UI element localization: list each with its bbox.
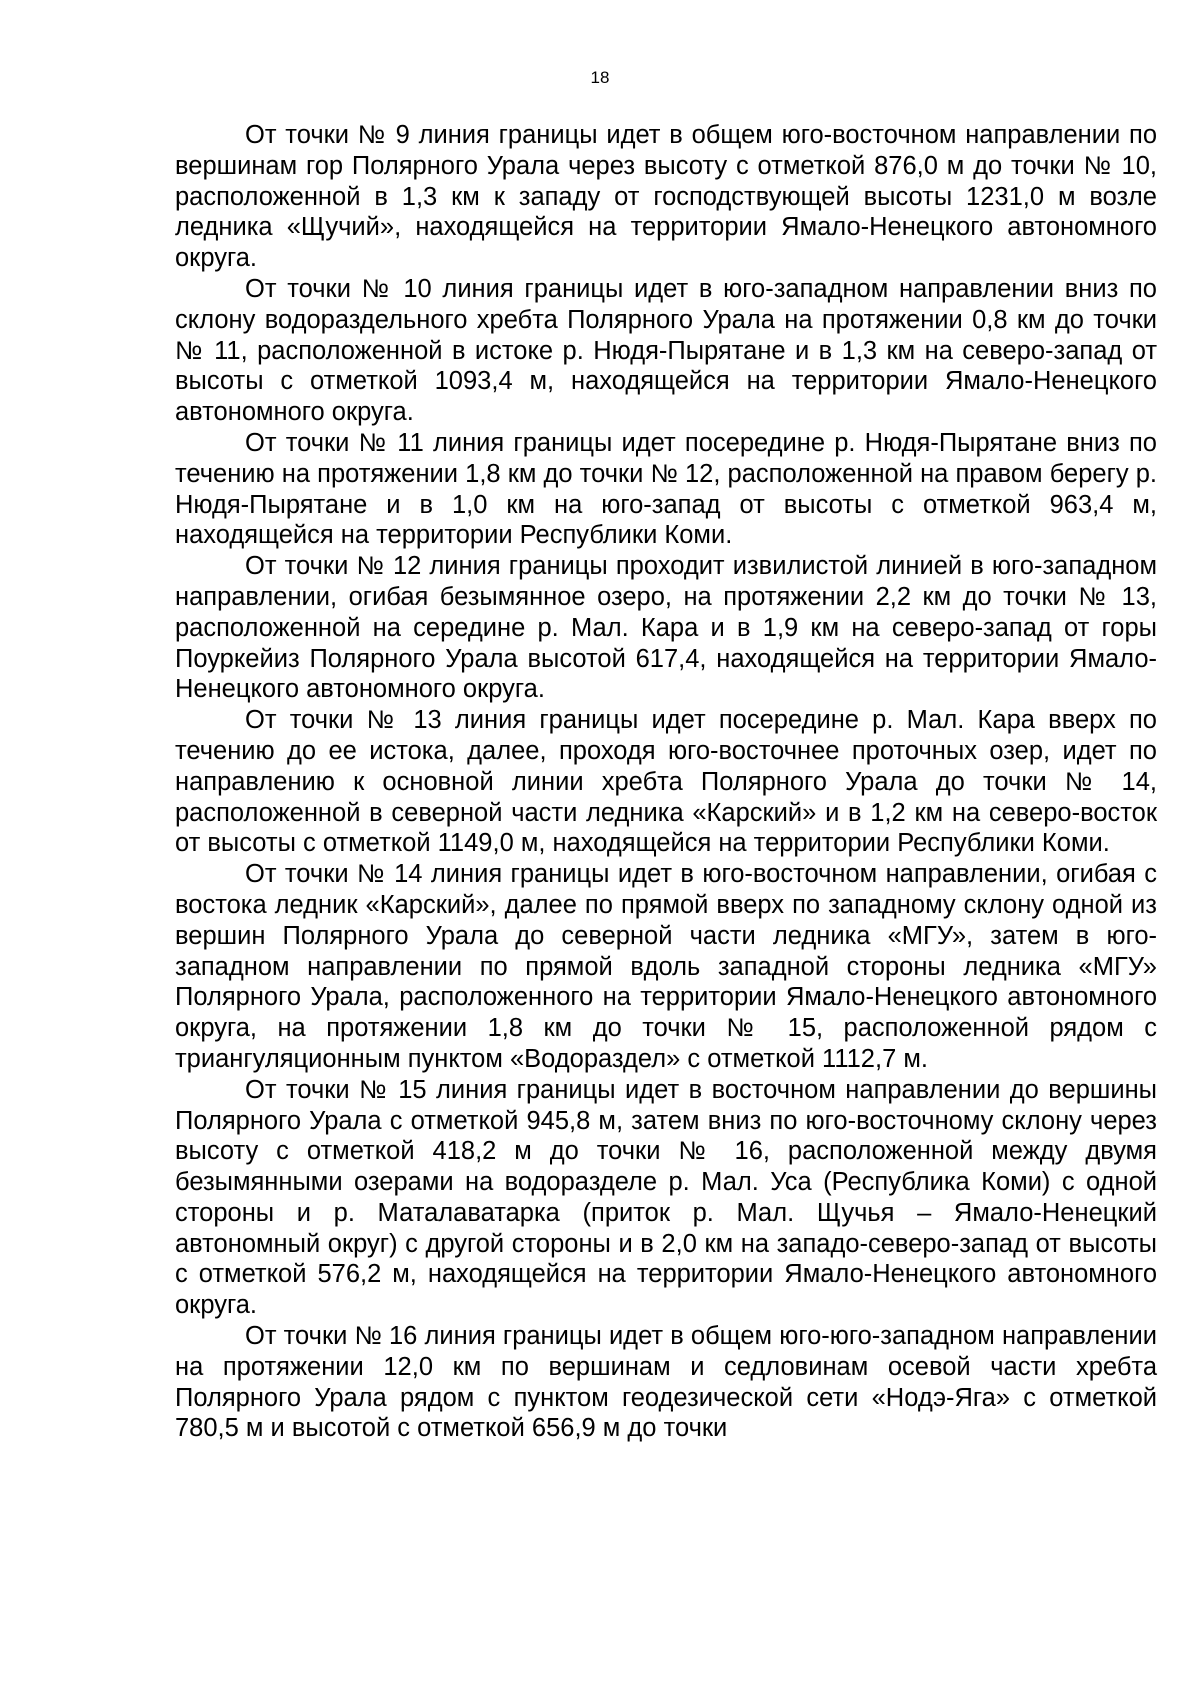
paragraph-point-10: От точки № 10 линия границы идет в юго-западном направлении вниз по склону водораздельного хребта Полярного Урала на протяжении 0,8 км до точки № 11, расположенной в истоке р. Нюдя-Пырятане и в 1,3 км на северо-запад от высоты с отметкой 1093,4 м, находящейся на территории Ямало-Ненецкого автономного округа. (175, 274, 1157, 427)
document-body (175, 120, 1157, 1444)
paragraph-point-12: От точки № 12 линия границы проходит извилистой линией в юго-западном направлении, огибая безымянное озеро, на протяжении 2,2 км до точки № 13, расположенной на середине р. Мал. Кара и в 1,9 км на северо-запад от горы Поуркейиз Полярного Урала высотой 617,4, находящейся на территории Ямало-Ненецкого автономного округа. (175, 552, 1157, 704)
paragraph-point-9: От точки № 9 линия границы идет в общем юго-восточном направлении по вершинам гор Полярного Урала через высоту с отметкой 876,0 м до точки № 10, расположенной в 1,3 км к западу от господствующей высоты 1231,0 м возле ледника «Щучий», находящейся на территории Ямало-Ненецкого автономного округа. (175, 121, 1157, 273)
paragraph-point-15: От точки № 15 линия границы идет в восточном направлении до вершины Полярного Урала с отметкой 945,8 м, затем вниз по юго-восточному склону через высоту с отметкой 418,2 м до точки № 16, расположенной между двумя безымянными озерами на водоразделе р. Мал. Уса (Республика Коми) с одной стороны и р. Маталаватарка (приток р. Мал. Щучья – Ямало-Ненецкий автономный округ) с другой стороны и в 2,0 км на западо-северо-запад от высоты с отметкой 576,2 м, находящейся на территории Ямало-Ненецкого автономного округа. (175, 1075, 1157, 1320)
page-number: 18 (590, 68, 610, 87)
paragraph-point-13: От точки № 13 линия границы идет посередине р. Мал. Кара вверх по течению до ее истока, далее, проходя юго-восточнее проточных озер, идет по направлению к основной линии хребта Полярного Урала до точки № 14, расположенной в северной части ледника «Карский» и в 1,2 км на северо-восток от высоты с отметкой 1149,0 м, находящейся на территории Республики Коми. (175, 706, 1157, 858)
paragraph-point-11: От точки № 11 линия границы идет посередине р. Нюдя-Пырятане вниз по течению на протяжении 1,8 км до точки № 12, расположенной на правом берегу р. Нюдя-Пырятане и в 1,0 км на юго-запад от высоты с отметкой 963,4 м, находящейся на территории Республики Коми. (175, 428, 1157, 550)
paragraph-point-14: От точки № 14 линия границы идет в юго-восточном направлении, огибая с востока ледник «Карский», далее по прямой вверх по западному склону одной из вершин Полярного Урала до северной части ледника «МГУ», затем в юго-западном направлении по прямой вдоль западной стороны ледника «МГУ» Полярного Урала, расположенного на территории Ямало-Ненецкого автономного округа, на протяжении 1,8 км до точки № 15, расположенной рядом с триангуляционным пунктом «Водораздел» с отметкой 1112,7 м. (175, 860, 1157, 1073)
paragraph-point-16: От точки № 16 линия границы идет в общем юго-юго-западном направлении на протяжении 12,0 км по вершинам и седловинам осевой части хребта Полярного Урала рядом с пунктом геодезической сети «Нодэ-Яга» с отметкой 780,5 м и высотой с отметкой 656,9 м до точки (175, 1322, 1157, 1443)
